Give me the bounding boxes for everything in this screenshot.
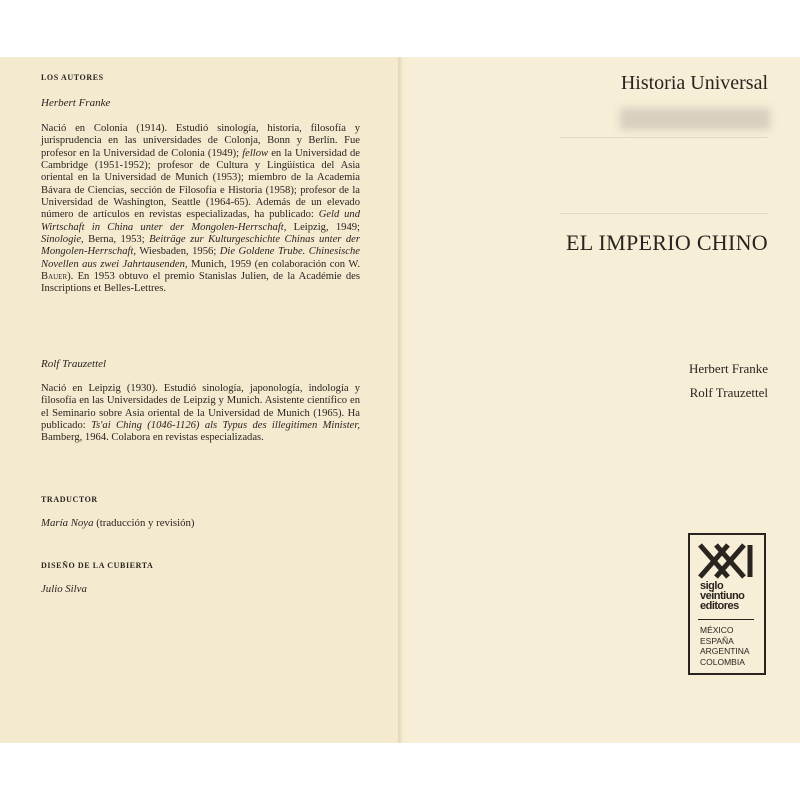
brand-line: veintiuno	[700, 590, 745, 602]
brand-line: siglo	[700, 580, 724, 592]
bio-segment: en la Universidad de Cambridge (1951-1952); profesor de Cultura y Lingüística del Asia oriental en la Universidad de Munich (1953); miembro de la Academia Bávara de Ciencias, sección de Filosofía e Historia (1958); profesor de la Universidad de Washington, Seattle (1964-65). Además de un elevado número de artículos en revistas especializadas, ha publicado:	[41, 147, 360, 221]
publisher-name	[700, 581, 744, 611]
author-name: Rolf Trauzettel	[689, 385, 768, 400]
bio-segment: Beiträge zur Kulturgeschichte Chinas unter der Mongolen-Herrschaft,	[41, 234, 360, 258]
bio-segment: fellow	[242, 147, 269, 159]
redacted-area	[620, 108, 770, 130]
bio-segment: Leipzig, 1949;	[286, 221, 360, 233]
bio-segment: Bamberg, 1964. Colabora en revistas especializadas.	[41, 432, 264, 444]
section-heading-translator: TRADUCTOR	[41, 495, 98, 504]
author2-name: Rolf Trauzettel	[41, 358, 107, 370]
bio-segment: Berna, 1953;	[83, 234, 150, 246]
section-heading-authors: LOS AUTORES	[41, 73, 104, 82]
author2-bio	[41, 383, 360, 445]
brand-line: editores	[700, 600, 739, 612]
publisher-logo	[688, 533, 766, 675]
author1-bio	[41, 123, 360, 296]
translator-line	[41, 517, 195, 529]
translator-name: María Noya	[41, 517, 94, 529]
bio-segment: Wiesbaden, 1956;	[136, 246, 220, 258]
series-title: Historia Universal	[620, 72, 768, 94]
bio-segment: Die Goldene Trube. Chinesische Novellen aus zwei Jahrtausenden,	[41, 246, 361, 270]
bio-segment: Ts'ai Ching (1046-1126) als Typus des illegitimen Minister,	[91, 420, 360, 432]
country: COLOMBIA	[700, 656, 745, 667]
bio-segment: ). En 1953 obtuvo el premio Stanislas Julien, de la Académie des Inscriptions et Belles-Lettres.	[41, 271, 360, 295]
cover-designer: Julio Silva	[41, 583, 87, 595]
country: MÉXICO	[700, 625, 734, 635]
bio-segment: Munich, 1959 (en colaboración con W.	[187, 258, 360, 270]
logo-divider	[698, 619, 754, 620]
country: ARGENTINA	[700, 646, 750, 656]
bio-segment: Nació en Colonia (1914). Estudió sinología, historia, filosofía y jurisprudencia en las universidades de Colonja, Bonn y Berlín. Fue profesor en la Universidad de Colonia (1949);	[41, 123, 360, 159]
section-heading-cover: DISEÑO DE LA CUBIERTA	[41, 561, 154, 570]
book-title: EL IMPERIO CHINO	[566, 230, 768, 255]
show-through-rule	[560, 137, 768, 138]
bio-segment: Bauer	[41, 271, 68, 283]
book-gutter	[398, 57, 404, 743]
bio-segment: Geld und Wirtschaft in China unter der Mongolen-Herrschaft,	[41, 209, 360, 233]
author-name: Herbert Franke	[688, 361, 768, 376]
bio-segment: Sinologie,	[41, 234, 84, 246]
country: ESPAÑA	[700, 635, 734, 646]
show-through-rule	[560, 213, 768, 214]
bio-segment: Nació en Leipzig (1930). Estudió sinología, japonología, indología y filosofía en las Universidades de Leipzig y Munich. Asistente científico en el Seminario sobre Asia oriental de la Universidad de Munich (1965). Ha publicado:	[41, 383, 360, 432]
author1-name: Herbert Franke	[41, 97, 111, 109]
publisher-countries	[700, 625, 750, 667]
translator-note: (traducción y revisión)	[96, 517, 195, 529]
xxi-logo-icon	[698, 543, 754, 579]
